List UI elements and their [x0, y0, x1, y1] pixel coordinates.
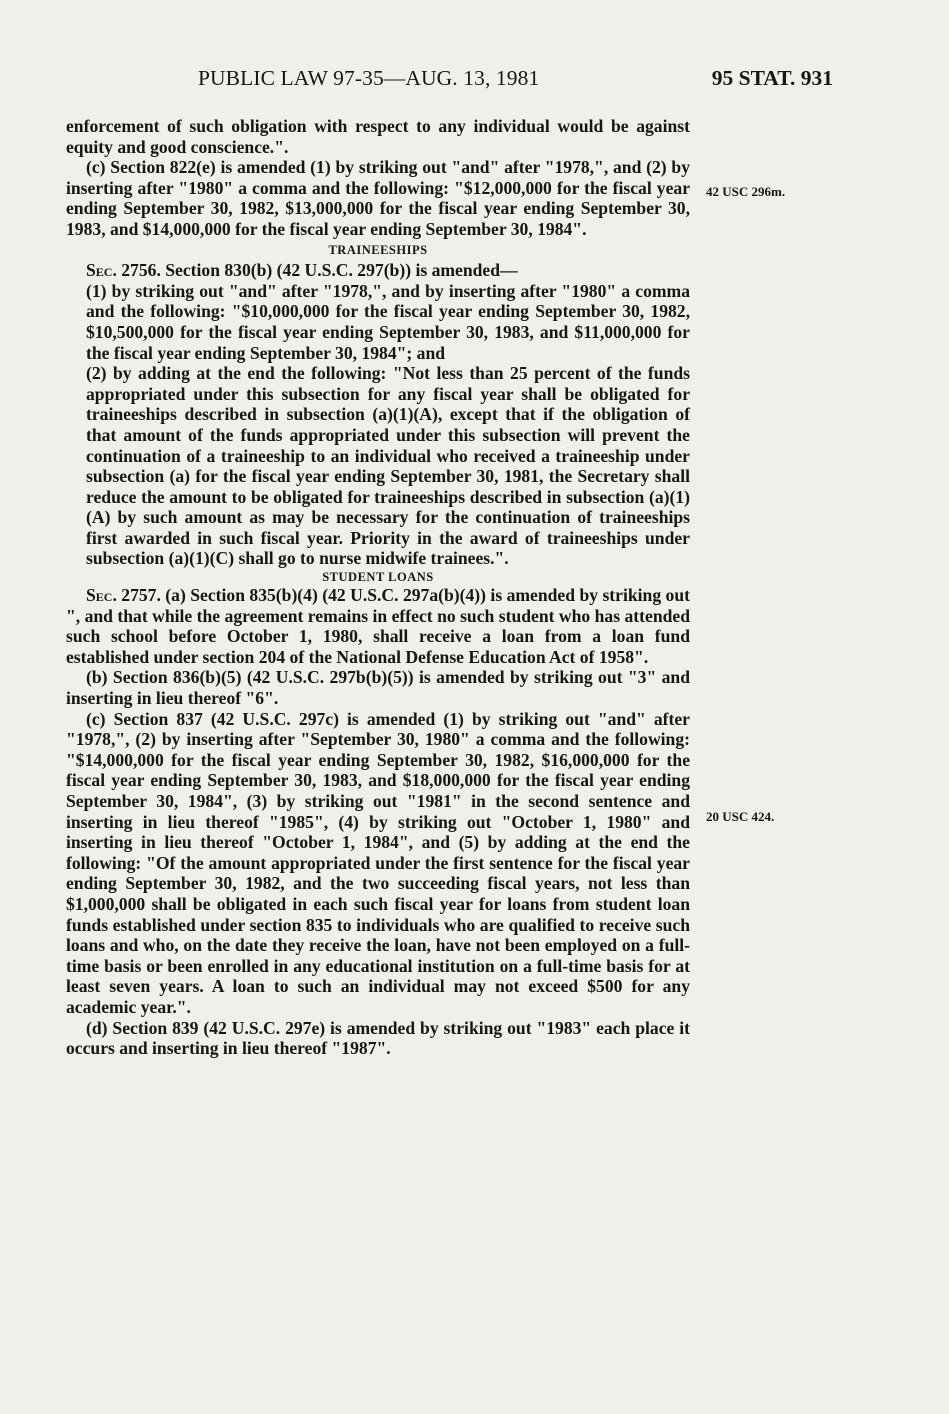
paragraph-intro: enforcement of such obligation with respect to any individual would be against equity and good conscience.". — [66, 116, 690, 157]
paragraph-d: (d) Section 839 (42 U.S.C. 297e) is amended by striking out "1983" each place it occurs and inserting in lieu thereof "1987". — [66, 1017, 690, 1059]
section-label: Sec. — [86, 260, 117, 281]
margin-note-20-usc-424: 20 USC 424. — [706, 809, 775, 824]
body-text — [66, 116, 690, 1059]
section-2757-paragraph — [66, 585, 690, 667]
section-2756-heading — [66, 260, 690, 281]
caption-traineeships: TRAINEESHIPS — [328, 242, 428, 257]
section-2756-items — [66, 281, 690, 569]
page-header — [0, 66, 949, 96]
list-item-1: (1) by striking out "and" after "1978,", and by inserting after "1980" a comma and the following: "$10,000,000 for the fiscal year ending September 30, 1982, $10,500,000 for the fiscal year ending September 30, 1983, and $11,000,000 for the fiscal year ending September 30, 1984"; and — [86, 280, 690, 363]
paragraph-c-837: (c) Section 837 (42 U.S.C. 297c) is amended (1) by striking out "and" after "1978,", (2) by inserting after "September 30, 1980" a comma and the following: "$14,000,000 for the fiscal year ending September 30, 1982, $16,000,000 for the fiscal year ending September 30, 1983, and $18,000,000 for the fiscal year ending September 30, 1984", (3) by striking out "1981" in the second sentence and inserting in lieu thereof "1985", (4) by striking out "October 1, 1980" and inserting in lieu thereof "October 1, 1984", and (5) by adding at the end the following: "Of the amount appropriated under the first sentence for the fiscal year ending September 30, 1982, and the two succeeding fiscal years, not less than $1,000,000 shall be obligated in each such fiscal year for loans from student loan funds established under section 835 to individuals who are qualified to receive such loans and who, on the date they receive the loan, have not been employed on a full-time basis or been enrolled in any educational institution on a full-time basis for at least seven years. A loan to such an individual may not exceed $500 for any academic year.". — [66, 708, 690, 1017]
list-item-2: (2) by adding at the end the following: "Not less than 25 percent of the funds appropriated under this subsection for any fiscal year shall be obligated for traineeships described in subsection (a)(1)(A), except that if the obligation of that amount of the funds appropriated under this subsection will prevent the continuation of a traineeship to an individual who received a traineeship under subsection (a) for the fiscal year ending September 30, 1981, the Secretary shall reduce the amount to be obligated for traineeships described in subsection (a)(1)(A) by such amount as may be necessary for the continuation of traineeships first awarded in such fiscal year. Priority in the award of traineeships under subsection (a)(1)(C) shall go to nurse midwife trainees.". — [86, 363, 690, 569]
section-2756-text: 2756. Section 830(b) (42 U.S.C. 297(b)) is amended— — [116, 260, 518, 281]
header-title: PUBLIC LAW 97-35—AUG. 13, 1981 — [198, 66, 540, 90]
stat-page-number: 95 STAT. 931 — [711, 66, 833, 90]
section-2757-text: 2757. (a) Section 835(b)(4) (42 U.S.C. 297a(b)(4)) is amended by striking out ", and that while the agreement remains in effect no such student who has attended such school before October 1, 1980, shall receive a loan from a loan fund established under section 204 of the National Defense Education Act of 1958". — [66, 585, 690, 667]
section-label: Sec. — [86, 585, 117, 606]
paragraph-b: (b) Section 836(b)(5) (42 U.S.C. 297b(b)(5)) is amended by striking out "3" and inserting in lieu thereof "6". — [66, 667, 690, 709]
paragraph-section-822: (c) Section 822(e) is amended (1) by striking out "and" after "1978,", and (2) by inserting after "1980" a comma and the following: "$12,000,000 for the fiscal year ending September 30, 1982, $13,000,000 for the fiscal year ending September 30, 1983, and $14,000,000 for the fiscal year ending September 30, 1984". — [66, 157, 690, 239]
caption-student-loans: STUDENT LOANS — [322, 570, 434, 585]
margin-note-42-usc-296m: 42 USC 296m. — [706, 184, 786, 199]
